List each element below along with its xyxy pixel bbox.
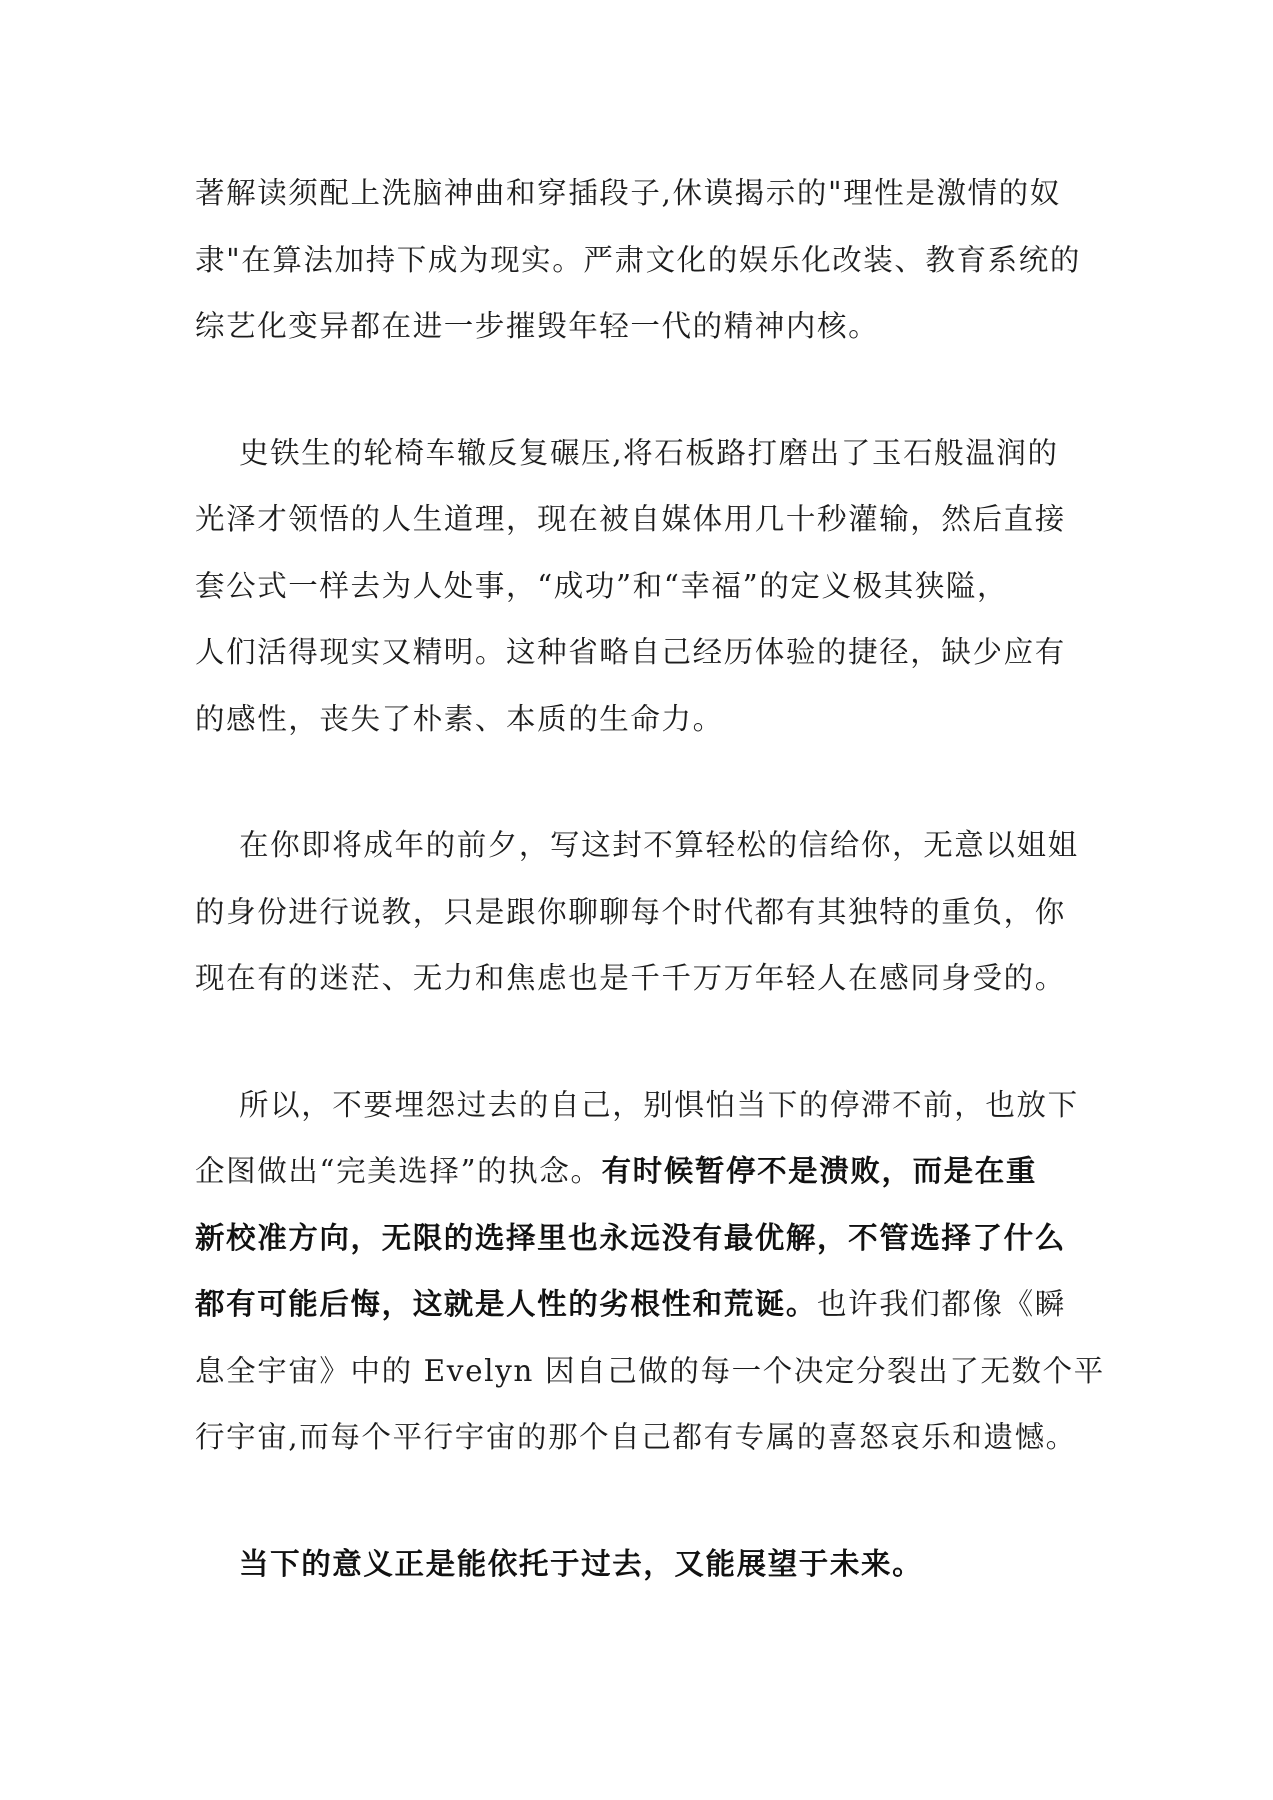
text-line: [195, 619, 1085, 686]
text-segment: 隶"在算法加持下成为现实。严肃文化的娱乐化改装、教育系统的: [195, 242, 1081, 277]
text-segment: 现在有的迷茫、无力和焦虑也是千千万万年轻人在感同身受的。: [195, 961, 1066, 995]
text-line: [195, 1404, 1085, 1471]
bold-text-segment: 当下的意义正是能依托于过去，又能展望于未来。: [239, 1545, 924, 1581]
text-segment: 史铁生的轮椅车辙反复碾压,将石板路打磨出了玉石般温润的: [239, 435, 1059, 470]
text-segment: 的感性，丧失了朴素、本质的生命力。: [195, 701, 724, 736]
text-line: [195, 1531, 1085, 1598]
text-segment: 也许我们都像《瞬: [817, 1287, 1066, 1321]
text-line: [195, 420, 1085, 487]
text-line: [195, 945, 1085, 1012]
text-line: [195, 1338, 1105, 1405]
text-segment: 的身份进行说教，只是跟你聊聊每个时代都有其独特的重负，你: [195, 894, 1066, 929]
text-line: [195, 1205, 1085, 1272]
text-segment: 光泽才领悟的人生道理，现在被自媒体用几十秒灌输，然后直接: [195, 502, 1066, 536]
text-line: [195, 812, 1085, 879]
text-line: [195, 227, 1085, 294]
text-line: [195, 686, 1085, 753]
paragraph: [195, 160, 1085, 360]
text-line: [195, 879, 1085, 946]
text-line: [195, 293, 1085, 360]
text-line: [195, 486, 1085, 553]
paragraph: [195, 420, 1085, 753]
bold-text-segment: 新校准方向，无限的选择里也永远没有最优解，不管选择了什么: [195, 1219, 1066, 1255]
text-line: [195, 553, 1085, 620]
bold-text-segment: 有时候暂停不是溃败，而是在重: [601, 1153, 1037, 1188]
text-segment: 在你即将成年的前夕，写这封不算轻松的信给你，无意以姐姐: [239, 828, 1079, 862]
paragraph: [195, 1072, 1105, 1471]
text-segment: 所以，不要埋怨过去的自己，别惧怕当下的停滞不前，也放下: [239, 1087, 1079, 1122]
text-segment: 套公式一样去为人处事，“成功”和“幸福”的定义极其狭隘，: [195, 568, 1009, 603]
text-segment: 人们活得现实又精明。这种省略自己经历体验的捷径，缺少应有: [195, 635, 1066, 669]
text-segment: 行宇宙,而每个平行宇宙的那个自己都有专属的喜怒哀乐和遗憾。: [195, 1420, 1077, 1454]
text-segment: 企图做出“完美选择”的执念。: [195, 1154, 602, 1188]
text-segment: 综艺化变异都在进一步摧毁年轻一代的精神内核。: [195, 309, 880, 343]
paragraph: [195, 812, 1085, 1012]
text-line: [195, 1271, 1085, 1338]
text-segment: 息全宇宙》中的 Evelyn 因自己做的每一个决定分裂出了无数个平: [195, 1353, 1105, 1388]
bold-text-segment: 都有可能后悔，这就是人性的劣根性和荒诞。: [195, 1286, 818, 1321]
text-line: [195, 1072, 1085, 1139]
text-line: [195, 160, 1085, 227]
document-body: [195, 160, 1105, 1657]
text-segment: 著解读须配上洗脑神曲和穿插段子,休谟揭示的"理性是激情的奴: [195, 176, 1061, 210]
text-line: [195, 1138, 1085, 1205]
paragraph: [195, 1531, 1085, 1598]
